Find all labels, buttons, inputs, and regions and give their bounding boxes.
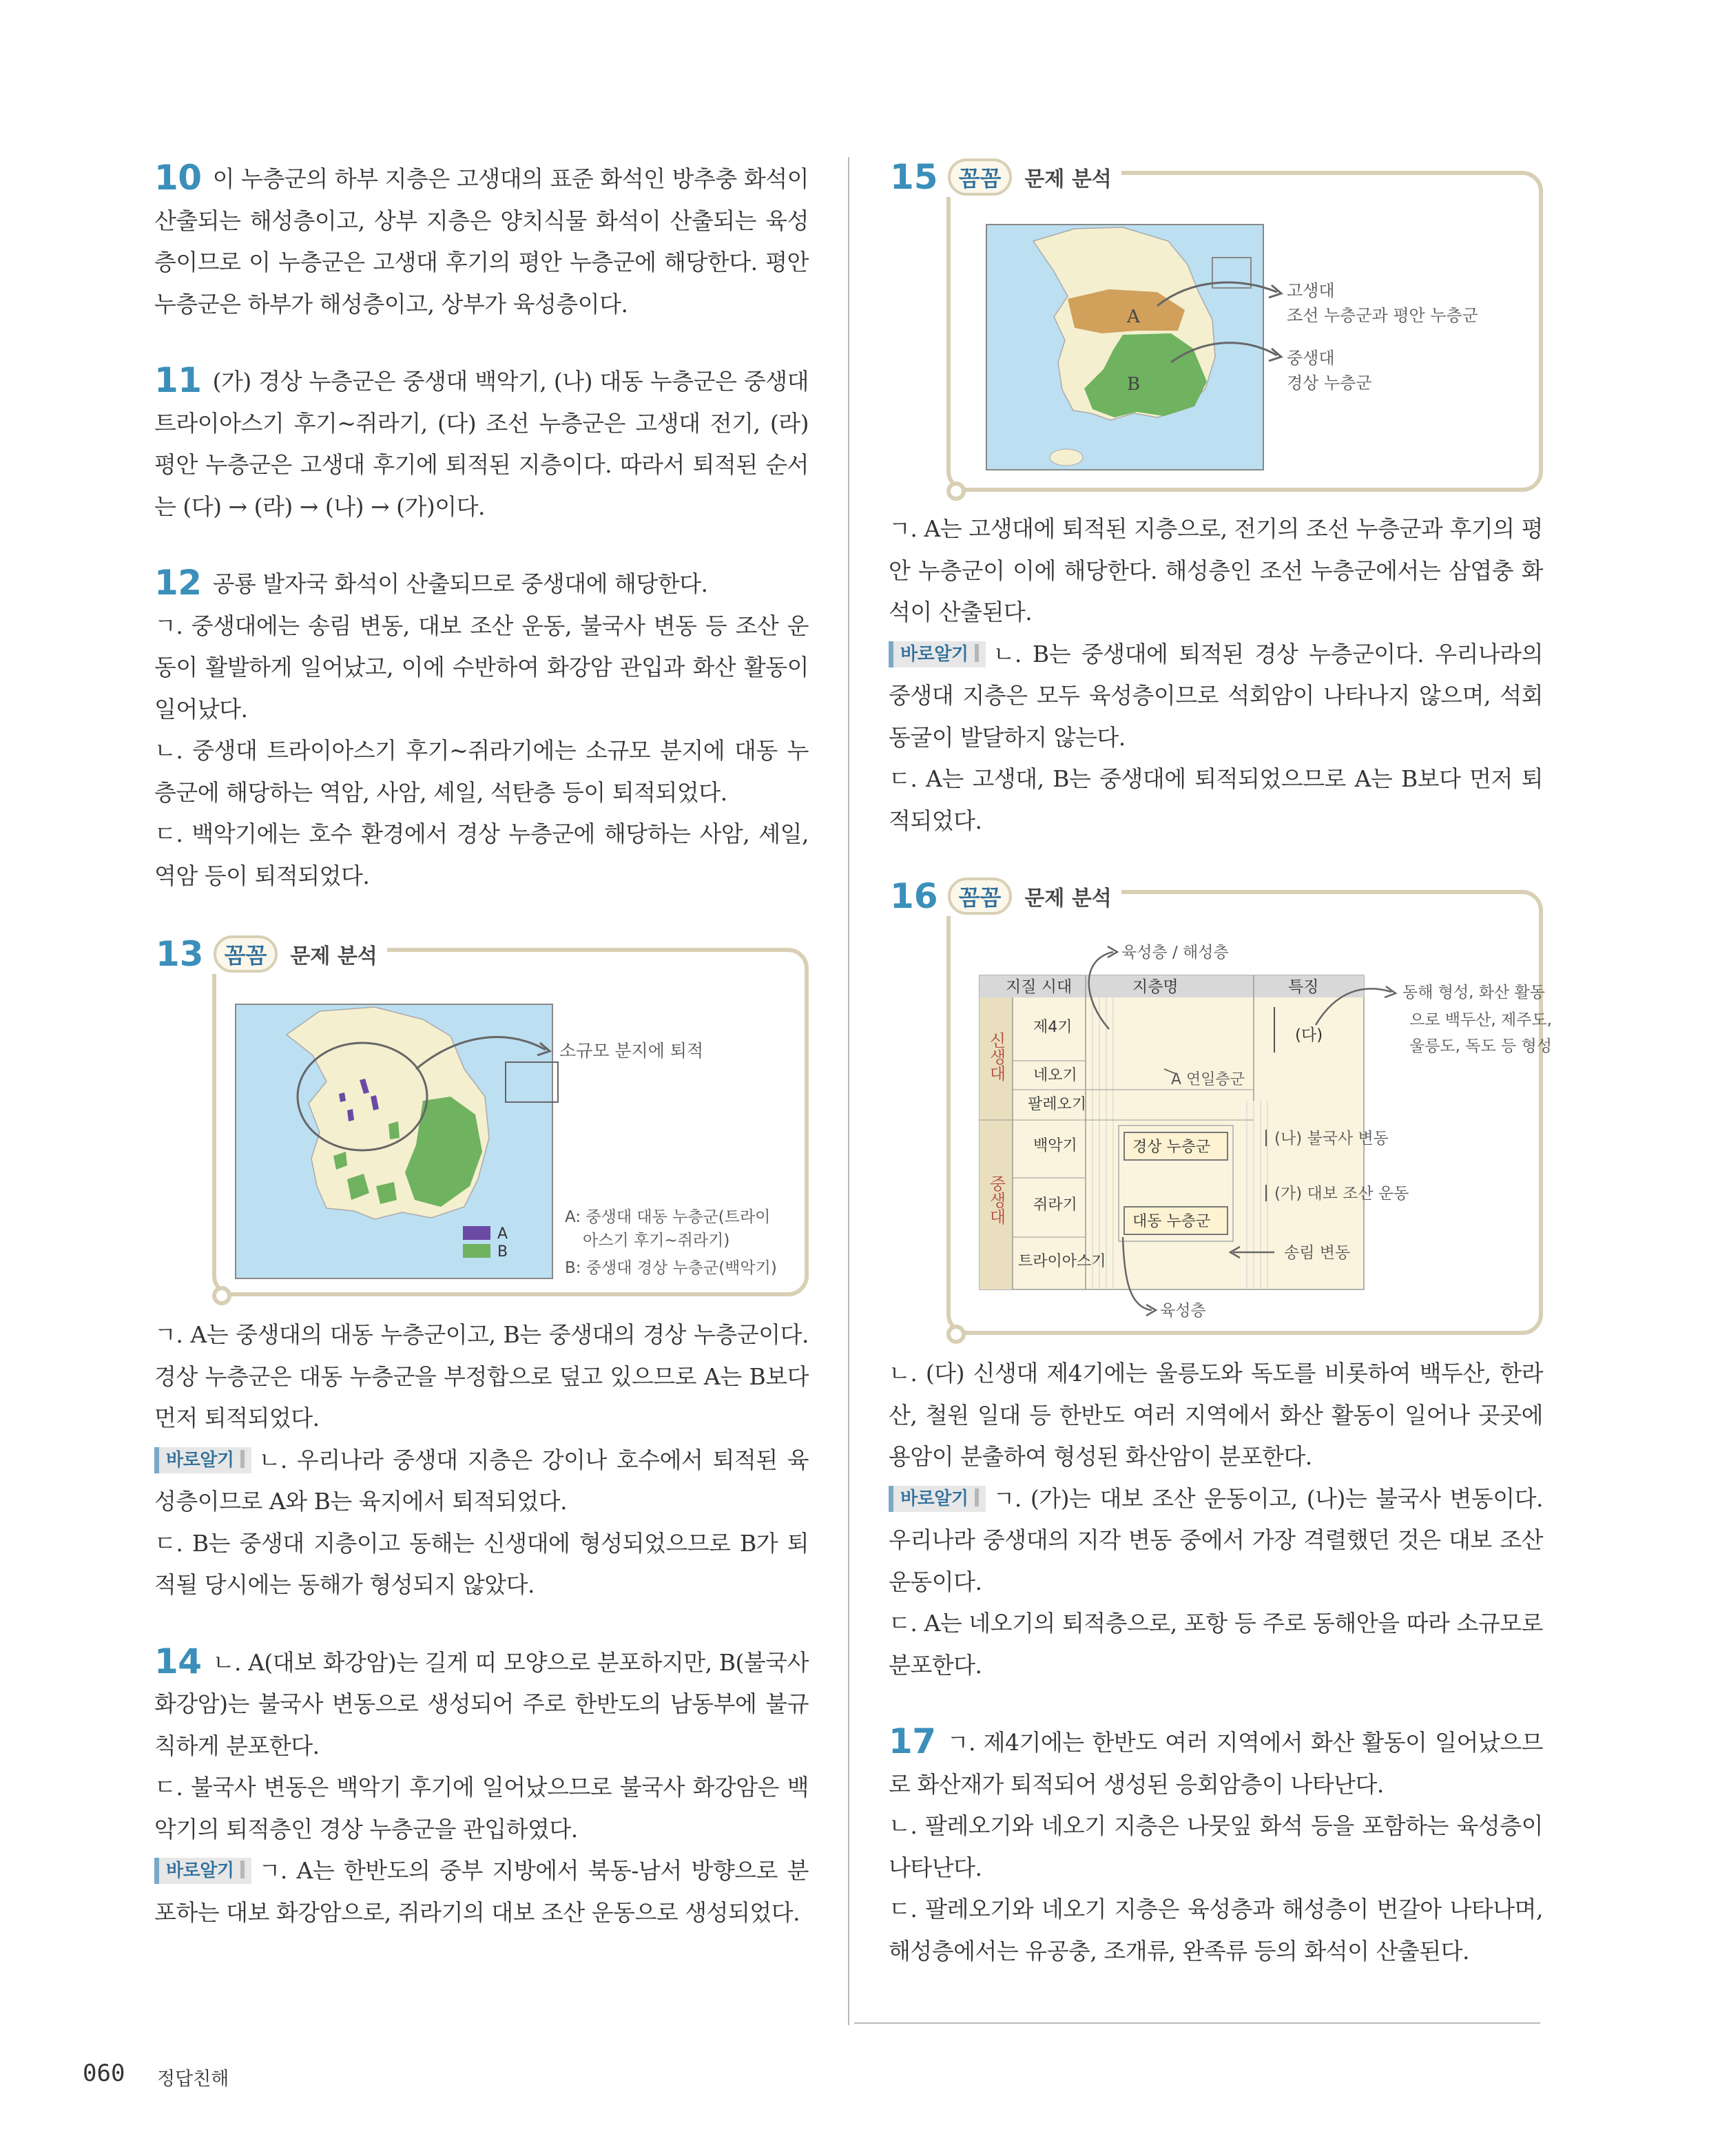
baroalgi-tag [154,1447,251,1473]
label-a-strata: 조선 누층군과 평안 누층군 [1287,306,1478,325]
analysis-box [890,157,1543,492]
legend-swatch-b [463,1244,490,1258]
answer-17 [889,1721,1543,1972]
question-number: 14 [154,1641,202,1681]
answer-text: ㄴ. (다) 신생대 제4기에는 울릉도와 독도를 비롯하여 백두산, 한라산, 철원 일대 등 한반도 여러 지역에서 화산 활동이 일어나 곳곳에 용암이 분출하여 형성된 화산암이 분포한다. [889,1360,1543,1470]
answer-text: ㄴ. 중생대 트라이아스기 후기~쥐라기에는 소규모 분지에 대동 누층군에 해당하는 역암, 사암, 셰일, 석탄층 등이 퇴적되었다. [154,737,809,806]
period-label: 백악기 [1033,1137,1077,1154]
korea-map-15 [951,175,1543,492]
feature-ga: (가) 대보 조산 운동 [1274,1185,1409,1203]
left-column [154,157,809,1934]
answer-13 [154,934,809,1606]
label-a-era: 고생대 [1287,281,1335,300]
jeju-island [1050,449,1083,466]
feature-da: (다) [1295,1026,1323,1044]
answer-text: ㄴ. A(대보 화강암)는 길게 띠 모양으로 분포하지만, B(불국사 화강암)는 불국사 변동으로 생성되어 주로 한반도의 남동부에 불규칙하게 분포한다. [154,1648,809,1759]
right-column [889,157,1552,1972]
answer-text: ㄴ. B는 중생대에 퇴적된 경상 누층군이다. 우리나라의 중생대 지층은 모두 육성층이므로 석회암이 나타나지 않으며, 석회 동굴이 발달하지 않는다. [889,640,1543,751]
answer-text: 공룡 발자국 화석이 산출되므로 중생대에 해당한다. [212,570,708,597]
answer-15 [889,157,1543,842]
analysis-title: 문제 분석 [1024,167,1112,191]
answer-text: (가) 경상 누층군은 중생대 백악기, (나) 대동 누층군은 중생대 트라이아스기 후기~쥐라기, (다) 조선 누층군은 고생대 전기, (라) 평안 누층군은 고생대 후기에 퇴적된 지층이다. 따라서 퇴적된 순서는 (다) → (라) → (나) → (가)이다. [154,368,809,520]
bottom-rule [854,2022,1540,2024]
question-number: 12 [154,563,202,603]
tag-label: 바로알기 [166,1860,234,1881]
analysis-box [156,934,809,1296]
page-number: 060 [83,2060,125,2087]
side-note-2: 으로 백두산, 제주도, [1409,1011,1552,1029]
label-b-strata: 경상 누층군 [1287,373,1372,393]
answer-text: ㄱ. A는 한반도의 중부 지방에서 북동-남서 방향으로 분포하는 대보 화강암으로, 쥐라기의 대보 조산 운동으로 생성되었다. [154,1857,809,1926]
answer-10 [154,157,809,325]
era-mesozoic-label: 중생대 [986,1175,1006,1225]
question-number: 17 [889,1721,936,1761]
korea-map-13 [216,952,809,1283]
column-divider [848,157,849,2025]
baroalgi-tag [889,1486,986,1512]
side-note-3: 울릉도, 독도 등 형성 [1409,1037,1552,1055]
geologic-time-table [951,894,1557,1335]
answer-text: ㄷ. 팔레오기와 네오기 지층은 육성층과 해성층이 번갈아 나타나며, 해성층에서는 유공충, 조개류, 완족류 등의 화석이 산출된다. [889,1896,1543,1965]
answer-12 [154,562,809,897]
strata-gyeongsang: 경상 누층군 [1132,1139,1211,1156]
question-number: 15 [890,157,938,197]
period-label: 팔레오기 [1028,1096,1087,1113]
strata-daedong: 대동 누층군 [1132,1213,1211,1230]
era-cenozoic-label: 신생대 [986,1032,1006,1081]
answer-text: ㄷ. 불국사 변동은 백악기 후기에 일어났으므로 불국사 화강암은 백악기의 퇴적층인 경상 누층군을 관입하였다. [154,1774,809,1843]
answer-text: ㄱ. 제4기에는 한반도 여러 지역에서 화산 활동이 일어났으므로 화산재가 퇴적되어 생성된 응회암층이 나타난다. [889,1729,1543,1798]
tag-label: 바로알기 [166,1449,234,1471]
header-feature: 특징 [1288,978,1319,996]
answer-text: ㄷ. 백악기에는 호수 환경에서 경상 누층군에 해당하는 사암, 셰일, 역암 등이 퇴적되었다. [154,820,809,889]
period-label: 네오기 [1033,1067,1077,1084]
side-note-1: 동해 형성, 화산 활동 [1402,984,1545,1002]
question-number: 10 [154,158,202,198]
period-label: 제4기 [1033,1019,1073,1036]
map-label-a: A [1127,307,1140,327]
map-caption-b: B: 중생대 경상 누층군(백악기) [565,1259,777,1277]
analysis-title: 문제 분석 [1024,887,1112,911]
feature-na: (나) 불국사 변동 [1274,1130,1389,1148]
period-label: 쥐라기 [1033,1196,1077,1214]
map-caption-a1: A: 중생대 대동 누층군(트라이 [565,1208,771,1226]
top-note: 육성층 / 해성층 [1121,944,1229,962]
answer-11 [154,360,809,528]
header-era: 지질 시대 [1006,978,1073,996]
tag-label: 바로알기 [900,643,969,665]
label-b-era: 중생대 [1287,349,1335,368]
answer-text: ㄷ. B는 중생대 지층이고 동해는 신생대에 형성되었으므로 B가 퇴적될 당시에는 동해가 형성되지 않았다. [154,1529,809,1598]
question-number: 13 [156,934,204,974]
kkomkkom-badge: 꼼꼼 [948,158,1013,196]
question-number: 16 [890,876,938,916]
answer-text: 이 누층군의 하부 지층은 고생대의 표준 화석인 방추충 화석이 산출되는 해성층이고, 상부 지층은 양치식물 화석이 산출되는 육성층이므로 이 누층군은 고생대 후기의 평안 누층군에 해당한다. 평안 누층군은 하부가 해성층이고, 상부가 육성층이다. [154,165,809,318]
analysis-box [890,876,1552,1335]
analysis-title: 문제 분석 [290,944,377,968]
legend-swatch-a [463,1226,490,1240]
answer-text: ㄷ. A는 고생대, B는 중생대에 퇴적되었으므로 A는 B보다 먼저 퇴적되었다. [889,765,1543,834]
answer-text: ㄴ. 우리나라 중생대 지층은 강이나 호수에서 퇴적된 육성층이므로 A와 B는 육지에서 퇴적되었다. [154,1446,809,1515]
answer-16 [889,876,1552,1686]
period-label: 트라이아스기 [1018,1253,1106,1270]
legend-label-b: B [497,1243,508,1261]
answer-14 [154,1641,809,1934]
baroalgi-tag [154,1858,251,1884]
kkomkkom-badge: 꼼꼼 [948,878,1013,915]
answer-text: ㄱ. A는 중생대의 대동 누층군이고, B는 중생대의 경상 누층군이다. 경상 누층군은 대동 누층군을 부정합으로 덮고 있으므로 A는 B보다 먼저 퇴적되었다. [154,1321,809,1431]
strata-a: A 연일층군 [1171,1071,1245,1088]
map-label-b: B [1127,374,1141,395]
answer-text: ㄱ. A는 고생대에 퇴적된 지층으로, 전기의 조선 누층군과 후기의 평안 누층군이 이에 해당한다. 해성층인 조선 누층군에서는 삼엽충 화석이 산출된다. [889,515,1543,625]
map-caption-a2: 아스기 후기~쥐라기) [583,1232,730,1250]
bottom-note: 육성층 [1160,1302,1206,1320]
answer-text: ㄷ. A는 네오기의 퇴적층으로, 포항 등 주로 동해안을 따라 소규모로 분포한다. [889,1610,1543,1679]
answer-text: ㄱ. (가)는 대보 조산 운동이고, (나)는 불국사 변동이다. 우리나라 중생대의 지각 변동 중에서 가장 격렬했던 것은 대보 조산 운동이다. [889,1484,1543,1595]
question-number: 11 [154,360,202,400]
tag-label: 바로알기 [900,1488,969,1509]
answer-text: ㄱ. 중생대에는 송림 변동, 대보 조산 운동, 불국사 변동 등 조산 운동이 활발하게 일어났고, 이에 수반하여 화강암 관입과 화산 활동이 일어났다. [154,612,809,723]
box-dot [212,1286,231,1305]
feature-songrim: 송림 변동 [1284,1244,1351,1262]
map-annotation: 소규모 분지에 퇴적 [559,1041,704,1061]
kkomkkom-badge: 꼼꼼 [214,935,278,973]
baroalgi-tag [889,641,986,667]
header-strata: 지층명 [1132,978,1179,996]
answer-text: ㄴ. 팔레오기와 네오기 지층은 나뭇잎 화석 등을 포함하는 육성층이 나타난다. [889,1812,1543,1881]
legend-label-a: A [497,1225,508,1243]
book-title: 정답친해 [157,2069,229,2090]
